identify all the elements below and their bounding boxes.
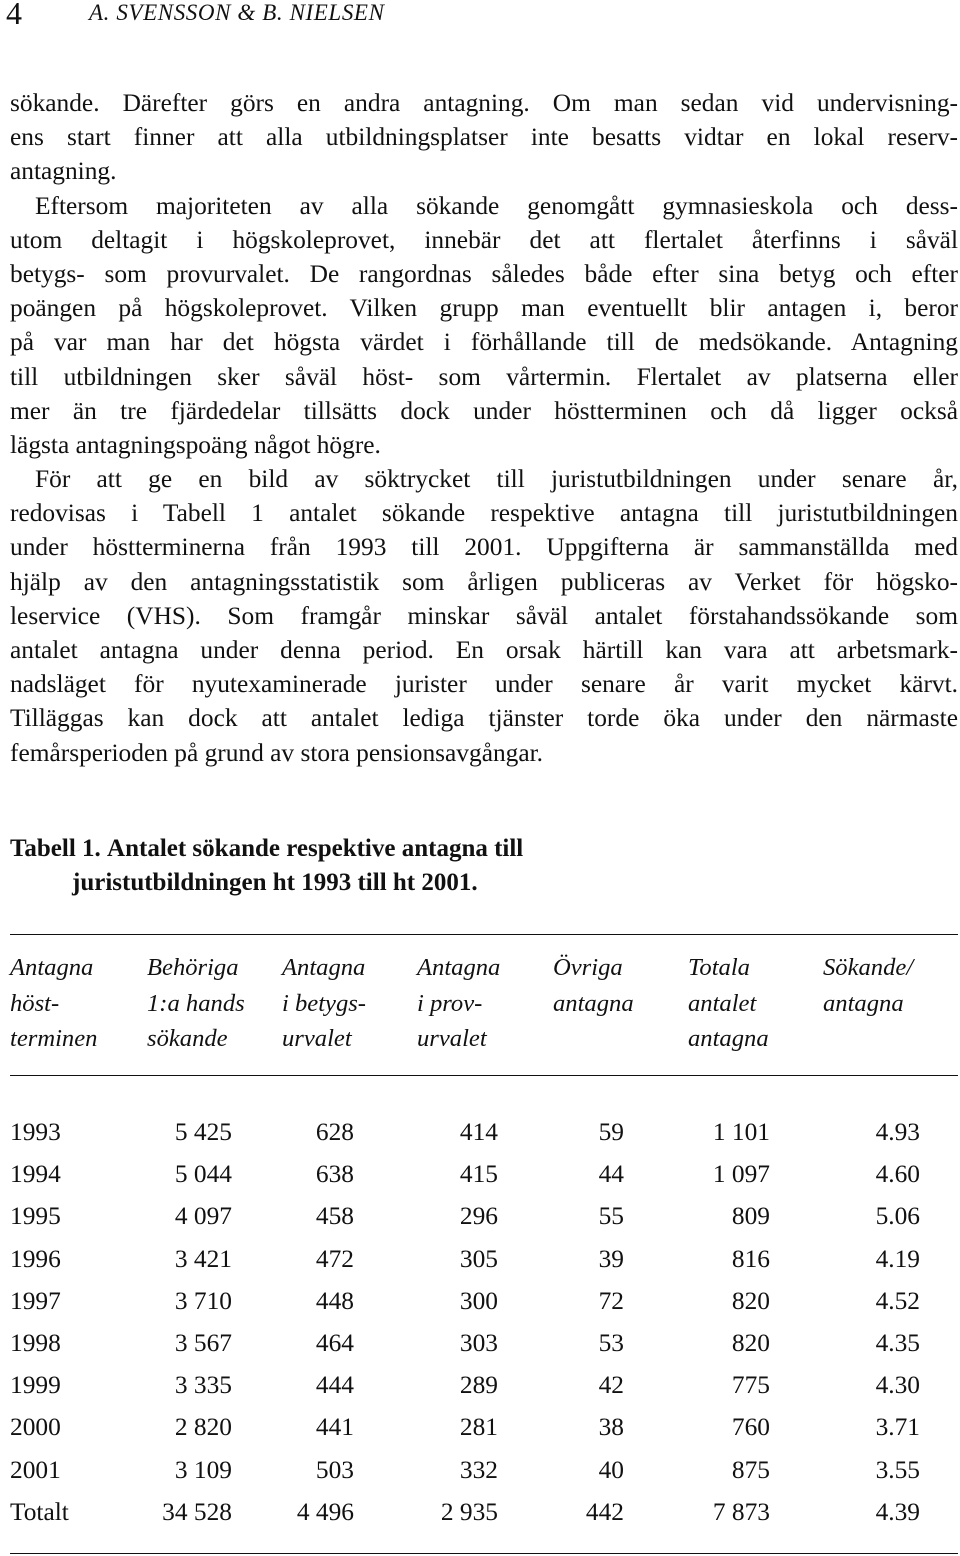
table-header-rule <box>10 1075 958 1076</box>
column-header: Antagna i betygs- urvalet <box>282 954 367 1052</box>
body-line: till utbildningen sker såväl höst- som vårtermin. Flertalet av platserna eller <box>10 362 958 391</box>
cell-grade-admitted: 444 <box>315 1371 354 1400</box>
body-line: under höstterminerna från 1993 till 2001. Uppgifterna är sammanställda med <box>10 533 958 562</box>
table-top-rule <box>10 934 958 935</box>
column-header: Totala antalet antagna <box>688 954 769 1052</box>
column-header: Behöriga 1:a hands sökande <box>147 954 245 1052</box>
cell-ratio: 3.71 <box>875 1413 920 1442</box>
cell-applicants: 34 528 <box>162 1497 232 1526</box>
cell-other-admitted: 40 <box>598 1455 624 1484</box>
cell-total-admitted: 809 <box>731 1202 770 1231</box>
cell-year: 1998 <box>10 1328 61 1357</box>
cell-year: 1999 <box>10 1371 61 1400</box>
cell-other-admitted: 59 <box>598 1118 624 1146</box>
table-row <box>10 1238 958 1280</box>
body-line: poängen på högskoleprovet. Vilken grupp man eventuellt blir antagen i, beror <box>10 294 958 323</box>
cell-year: 2001 <box>10 1455 61 1484</box>
cell-ratio: 4.52 <box>875 1286 920 1315</box>
cell-applicants: 5 425 <box>174 1118 232 1146</box>
cell-test-admitted: 415 <box>459 1160 498 1189</box>
cell-total-admitted: 875 <box>731 1455 770 1484</box>
cell-year: 1997 <box>10 1286 61 1315</box>
body-line: sökande. Därefter görs en andra antagning. Om man sedan vid undervisning- <box>10 89 958 117</box>
running-title: A. SVENSSON & B. NIELSEN <box>89 0 385 25</box>
caption-line <box>10 832 523 866</box>
cell-other-admitted: 442 <box>585 1497 624 1526</box>
body-line: antalet antagna under denna period. En orsak härtill kan vara att arbetsmark- <box>10 636 958 664</box>
cell-other-admitted: 44 <box>598 1160 624 1189</box>
cell-ratio: 4.93 <box>875 1118 920 1146</box>
cell-year: 1995 <box>10 1202 61 1231</box>
body-line: lägsta antagningspoäng något högre. <box>10 430 381 459</box>
cell-test-admitted: 414 <box>459 1118 498 1146</box>
body-line: För att ge en bild av söktrycket till juristutbildningen under senare år, <box>35 465 958 494</box>
column-header: Antagna höst- terminen <box>10 954 98 1052</box>
cell-test-admitted: 296 <box>459 1202 498 1231</box>
table-row <box>10 1153 958 1195</box>
body-text <box>10 86 958 770</box>
caption-line: juristutbildningen ht 1993 till ht 2001. <box>72 869 478 896</box>
table-row <box>10 1111 958 1153</box>
cell-grade-admitted: 4 496 <box>296 1497 354 1526</box>
cell-other-admitted: 53 <box>598 1328 624 1357</box>
table-row <box>10 1364 958 1406</box>
cell-grade-admitted: 464 <box>315 1328 354 1357</box>
cell-ratio: 4.19 <box>875 1244 920 1273</box>
cell-total-admitted: 1 101 <box>712 1118 770 1146</box>
cell-grade-admitted: 628 <box>315 1118 354 1146</box>
cell-test-admitted: 305 <box>459 1244 498 1273</box>
cell-ratio: 4.35 <box>875 1328 920 1357</box>
cell-ratio: 4.60 <box>875 1160 920 1189</box>
table-bottom-rule <box>10 1553 958 1554</box>
table-row <box>10 1280 958 1322</box>
cell-applicants: 2 820 <box>174 1413 232 1442</box>
cell-total-admitted: 7 873 <box>712 1497 770 1526</box>
column-header: Övriga antagna <box>553 954 634 1017</box>
cell-year: 1996 <box>10 1244 61 1273</box>
body-line: hjälp av den antagningsstatistik som årligen publiceras av Verket för högsko- <box>10 567 958 596</box>
caption-label: Tabell 1. <box>10 835 101 862</box>
page-number: 4 <box>6 0 22 31</box>
cell-year: Totalt <box>10 1497 69 1526</box>
table-row <box>10 1406 958 1448</box>
cell-ratio: 4.30 <box>875 1371 920 1400</box>
column-header: Sökande/ antagna <box>823 954 914 1017</box>
cell-applicants: 3 421 <box>174 1244 232 1273</box>
body-line: betygs- som provurvalet. De rangordnas således både efter sina betyg och efter <box>10 259 958 288</box>
body-line: på var man har det högsta värdet i förhållande till de medsökande. Antagning <box>10 328 958 357</box>
cell-ratio: 4.39 <box>875 1497 920 1526</box>
cell-applicants: 3 710 <box>174 1286 232 1315</box>
cell-applicants: 3 567 <box>174 1328 232 1357</box>
cell-test-admitted: 332 <box>459 1455 498 1484</box>
body-line: femårsperioden på grund av stora pensionsavgångar. <box>10 738 544 767</box>
cell-test-admitted: 2 935 <box>440 1497 498 1526</box>
cell-other-admitted: 38 <box>598 1413 624 1442</box>
table-row <box>10 1322 958 1364</box>
cell-test-admitted: 300 <box>459 1286 498 1315</box>
column-header: Antagna i prov- urvalet <box>417 954 501 1052</box>
table-row <box>10 1449 958 1491</box>
cell-applicants: 5 044 <box>174 1160 232 1189</box>
body-line: Eftersom majoriteten av alla sökande genomgått gymnasieskola och dess- <box>35 191 958 220</box>
cell-other-admitted: 72 <box>598 1286 624 1315</box>
cell-total-admitted: 816 <box>731 1244 770 1273</box>
cell-test-admitted: 289 <box>459 1371 498 1400</box>
cell-applicants: 3 109 <box>174 1455 232 1484</box>
cell-total-admitted: 820 <box>731 1328 770 1357</box>
cell-other-admitted: 42 <box>598 1371 624 1400</box>
cell-other-admitted: 55 <box>598 1202 624 1231</box>
table-header <box>10 950 958 1060</box>
body-line: mer än tre fjärdedelar tillsätts dock under höstterminen och då ligger också <box>10 396 958 425</box>
cell-total-admitted: 1 097 <box>712 1160 770 1189</box>
cell-applicants: 4 097 <box>174 1202 232 1231</box>
table-body <box>10 1111 958 1533</box>
cell-other-admitted: 39 <box>598 1244 624 1273</box>
cell-grade-admitted: 472 <box>315 1244 354 1273</box>
cell-ratio: 3.55 <box>875 1455 920 1484</box>
cell-ratio: 5.06 <box>875 1202 920 1231</box>
cell-applicants: 3 335 <box>174 1371 232 1400</box>
body-line: utom deltagit i högskoleprovet, innebär det att flertalet återfinns i såväl <box>10 225 958 254</box>
table-row-total <box>10 1491 958 1533</box>
document-page <box>6 0 958 1556</box>
cell-grade-admitted: 503 <box>315 1455 354 1484</box>
body-line: antagning. <box>10 157 117 186</box>
cell-year: 1994 <box>10 1160 61 1189</box>
cell-grade-admitted: 638 <box>315 1160 354 1189</box>
cell-test-admitted: 303 <box>459 1328 498 1357</box>
body-line: Tilläggas kan dock att antalet lediga tjänster torde öka under den närmaste <box>10 704 958 733</box>
cell-grade-admitted: 441 <box>315 1413 354 1442</box>
cell-year: 1993 <box>10 1118 61 1146</box>
caption-text: Antalet sökande respektive antagna till <box>107 835 524 862</box>
cell-total-admitted: 760 <box>731 1413 770 1442</box>
body-line: ens start finner att alla utbildningsplatser inte besatts vidtar en lokal reserv- <box>10 123 958 152</box>
body-line: nadsläget för nyutexaminerade jurister under senare år varit mycket kärvt. <box>10 670 958 699</box>
cell-total-admitted: 820 <box>731 1286 770 1315</box>
cell-grade-admitted: 448 <box>315 1286 354 1315</box>
table-caption <box>10 832 523 900</box>
cell-total-admitted: 775 <box>731 1371 770 1400</box>
body-line: redovisas i Tabell 1 antalet sökande respektive antagna till juristutbildningen <box>10 499 958 528</box>
body-line: leservice (VHS). Som framgår minskar såväl antalet förstahandssökande som <box>10 601 958 630</box>
table-row <box>10 1195 958 1237</box>
cell-test-admitted: 281 <box>459 1413 498 1442</box>
cell-year: 2000 <box>10 1413 61 1442</box>
cell-grade-admitted: 458 <box>315 1202 354 1231</box>
